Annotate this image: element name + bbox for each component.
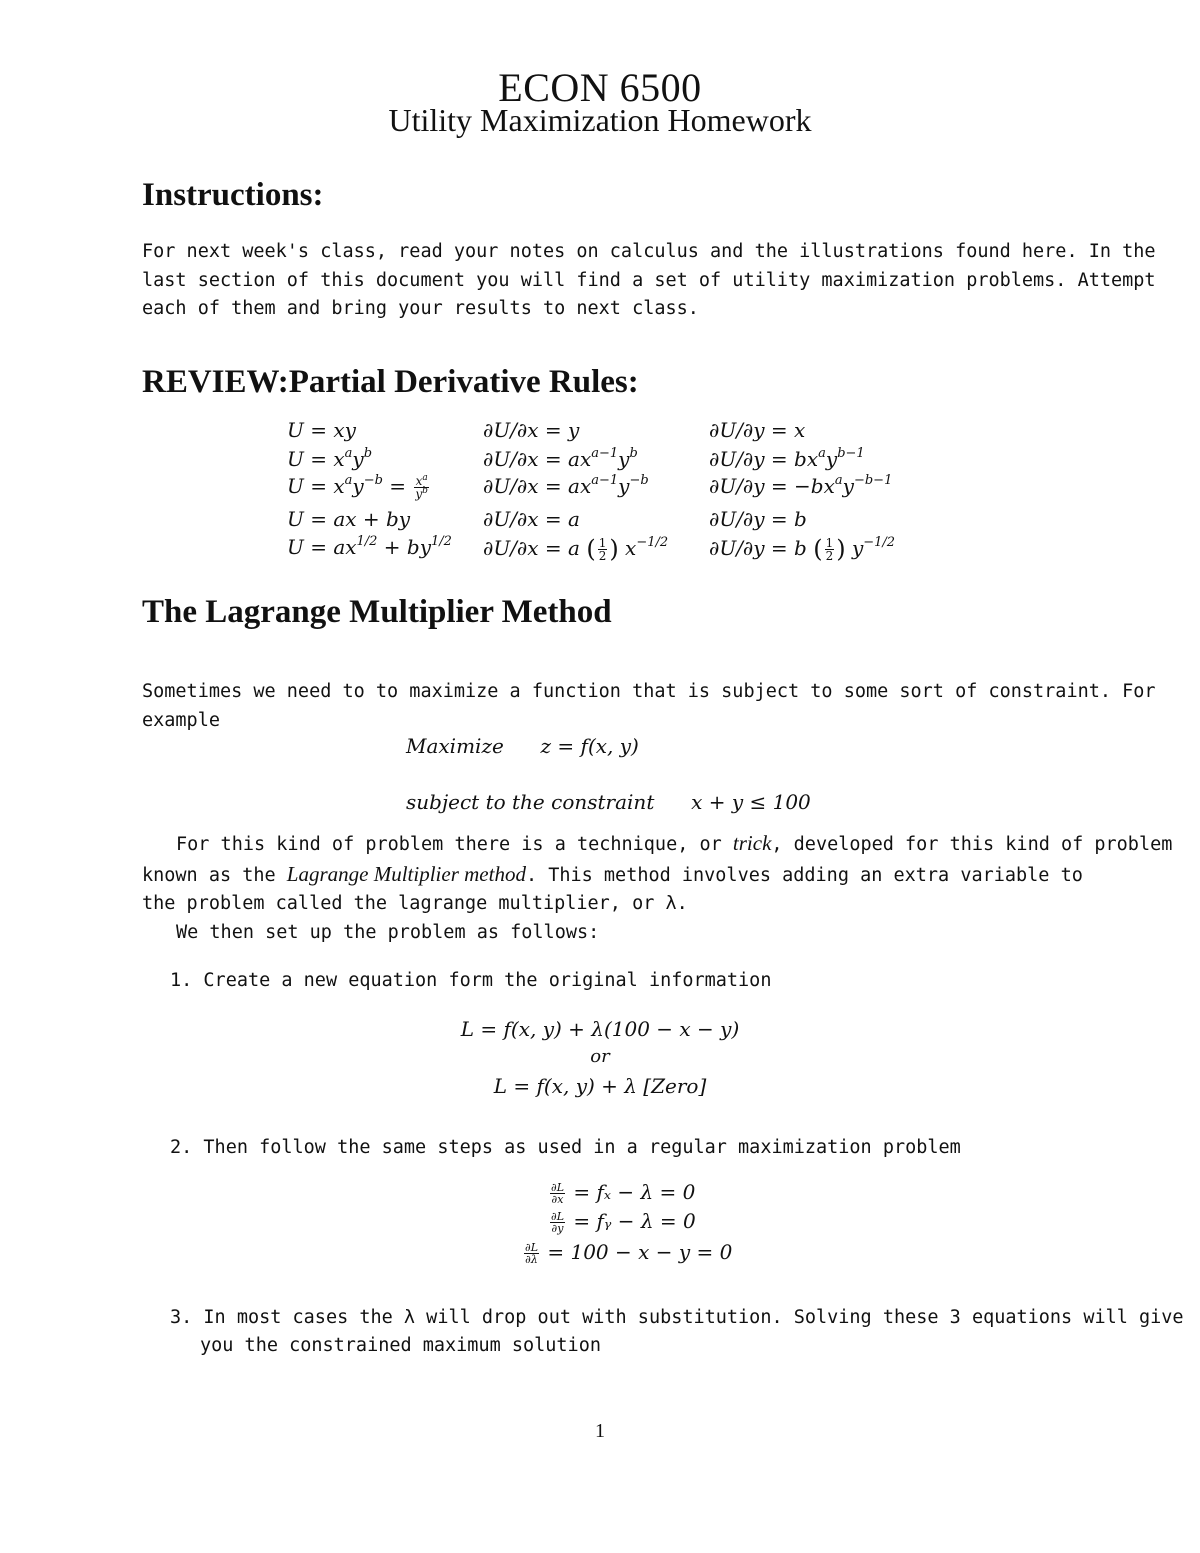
foc-denominator: ∂x bbox=[551, 1193, 564, 1206]
rule-row-1-u: U = xy bbox=[287, 418, 356, 442]
rule-row-1-dy: ∂U/∂y = x bbox=[709, 418, 806, 442]
foc-denominator: ∂y bbox=[551, 1222, 564, 1235]
paragraph-line: the problem called the lagrange multiplier, or λ. bbox=[142, 893, 688, 914]
maximize-label: Maximize bbox=[406, 734, 504, 758]
paragraph-line bbox=[142, 860, 1172, 891]
step-text: Create a new equation form the original information bbox=[203, 970, 772, 991]
step-2 bbox=[170, 1134, 961, 1163]
paragraph-line bbox=[142, 829, 1172, 860]
foc-rhs: = fₓ − λ = 0 bbox=[573, 1180, 696, 1204]
rule-row-2-u: $U = x^ay^b$ bbox=[287, 446, 373, 471]
step-text: Then follow the same steps as used in a regular maximization problem bbox=[203, 1137, 961, 1158]
text-span: . This method involves adding an extra variable to bbox=[525, 864, 1083, 886]
foc-rhs: = 100 − x − y = 0 bbox=[547, 1240, 733, 1264]
lagrange-intro-line: example bbox=[142, 709, 220, 731]
maximize-expression: z = f(x, y) bbox=[540, 734, 639, 758]
instructions-line: each of them and bring your results to next class. bbox=[142, 298, 699, 319]
review-heading: REVIEW:Partial Derivative Rules: bbox=[142, 364, 639, 400]
rule-row-3-u: $U = x^ay^{-b}$ = $\frac{x^a}{y^b}$ bbox=[287, 473, 428, 501]
rule-row-1-dx: ∂U/∂x = y bbox=[483, 418, 580, 442]
lagrange-paragraph bbox=[142, 829, 1172, 947]
rule-row-3-dx: $\partial U/\partial x = ax^{a-1}y^{-b}$ bbox=[483, 473, 649, 498]
rule-row-5-u: $U = ax^{1/2} + by^{1/2}$ bbox=[287, 534, 452, 559]
step-1 bbox=[170, 967, 771, 996]
text-span: For this kind of problem there is a technique, or bbox=[176, 834, 733, 855]
lagrangian-equation-1: L = f(x, y) + λ(100 − x − y) bbox=[460, 1017, 740, 1041]
step-number: 3. bbox=[170, 1307, 193, 1328]
foc-numerator: ∂L bbox=[551, 1210, 564, 1223]
rule-row-4-dy: ∂U/∂y = b bbox=[709, 507, 807, 531]
rule-row-3-dy: $\partial U/\partial y = -bx^ay^{-b-1}$ bbox=[709, 473, 893, 498]
foc-denominator: ∂λ bbox=[525, 1253, 538, 1266]
foc-numerator: ∂L bbox=[551, 1181, 564, 1194]
text-span: , developed for this kind of problem bbox=[771, 834, 1173, 855]
lagrange-intro-line: Sometimes we need to to maximize a function that is subject to some sort of constraint. For bbox=[142, 681, 1156, 702]
step-text: In most cases the λ will drop out with substitution. Solving these 3 equations will give bbox=[203, 1307, 1184, 1328]
lagrangian-equation-2: L = f(x, y) + λ [Zero] bbox=[493, 1074, 707, 1098]
instructions-line: For next week's class, read your notes on calculus and the illustrations found here. In the bbox=[142, 241, 1156, 262]
rule-row-2-dx: $\partial U/\partial x = ax^{a-1}y^b$ bbox=[483, 446, 638, 471]
constraint-expression: x + y ≤ 100 bbox=[691, 790, 811, 814]
emphasis-text: trick bbox=[732, 831, 772, 855]
rule-row-5-dx: ∂U/∂x = a ( $\frac{1}{2}$ ) $x^{-1/2}$ bbox=[483, 535, 669, 563]
text-span: known as the bbox=[142, 864, 287, 886]
lagrange-heading: The Lagrange Multiplier Method bbox=[142, 594, 612, 630]
instructions-heading: Instructions: bbox=[142, 177, 324, 213]
paragraph-line: We then set up the problem as follows: bbox=[176, 921, 600, 943]
foc-rhs: = fᵧ − λ = 0 bbox=[573, 1209, 696, 1233]
lagrange-intro bbox=[142, 678, 1156, 735]
constraint-label: subject to the constraint bbox=[406, 790, 655, 814]
document-subtitle: Utility Maximization Homework bbox=[388, 102, 812, 138]
lagrangian-or: or bbox=[590, 1046, 610, 1067]
foc-row bbox=[548, 1180, 695, 1205]
rule-row-2-dy: $\partial U/\partial y = bx^ay^{b-1}$ bbox=[709, 446, 865, 471]
step-3 bbox=[170, 1304, 1184, 1333]
page-number: 1 bbox=[595, 1420, 605, 1442]
step-3-continuation: you the constrained maximum solution bbox=[200, 1335, 601, 1356]
step-number: 1. bbox=[170, 970, 193, 991]
step-number: 2. bbox=[170, 1137, 193, 1158]
emphasis-text: Lagrange Multiplier method bbox=[286, 861, 526, 886]
constraint-statement bbox=[406, 790, 811, 814]
instructions-text bbox=[142, 238, 1156, 324]
document-title: ECON 6500 bbox=[498, 65, 702, 110]
rule-row-4-dx: ∂U/∂x = a bbox=[483, 507, 580, 531]
maximize-statement bbox=[406, 734, 639, 758]
foc-row bbox=[522, 1240, 732, 1265]
rule-row-4-u: U = ax + by bbox=[287, 507, 411, 531]
rule-row-5-dy: ∂U/∂y = b ( $\frac{1}{2}$ ) $y^{-1/2}$ bbox=[709, 535, 896, 563]
instructions-line: last section of this document you will find a set of utility maximization problems. Attempt bbox=[142, 269, 1156, 291]
foc-numerator: ∂L bbox=[525, 1241, 538, 1254]
foc-row bbox=[548, 1209, 696, 1234]
